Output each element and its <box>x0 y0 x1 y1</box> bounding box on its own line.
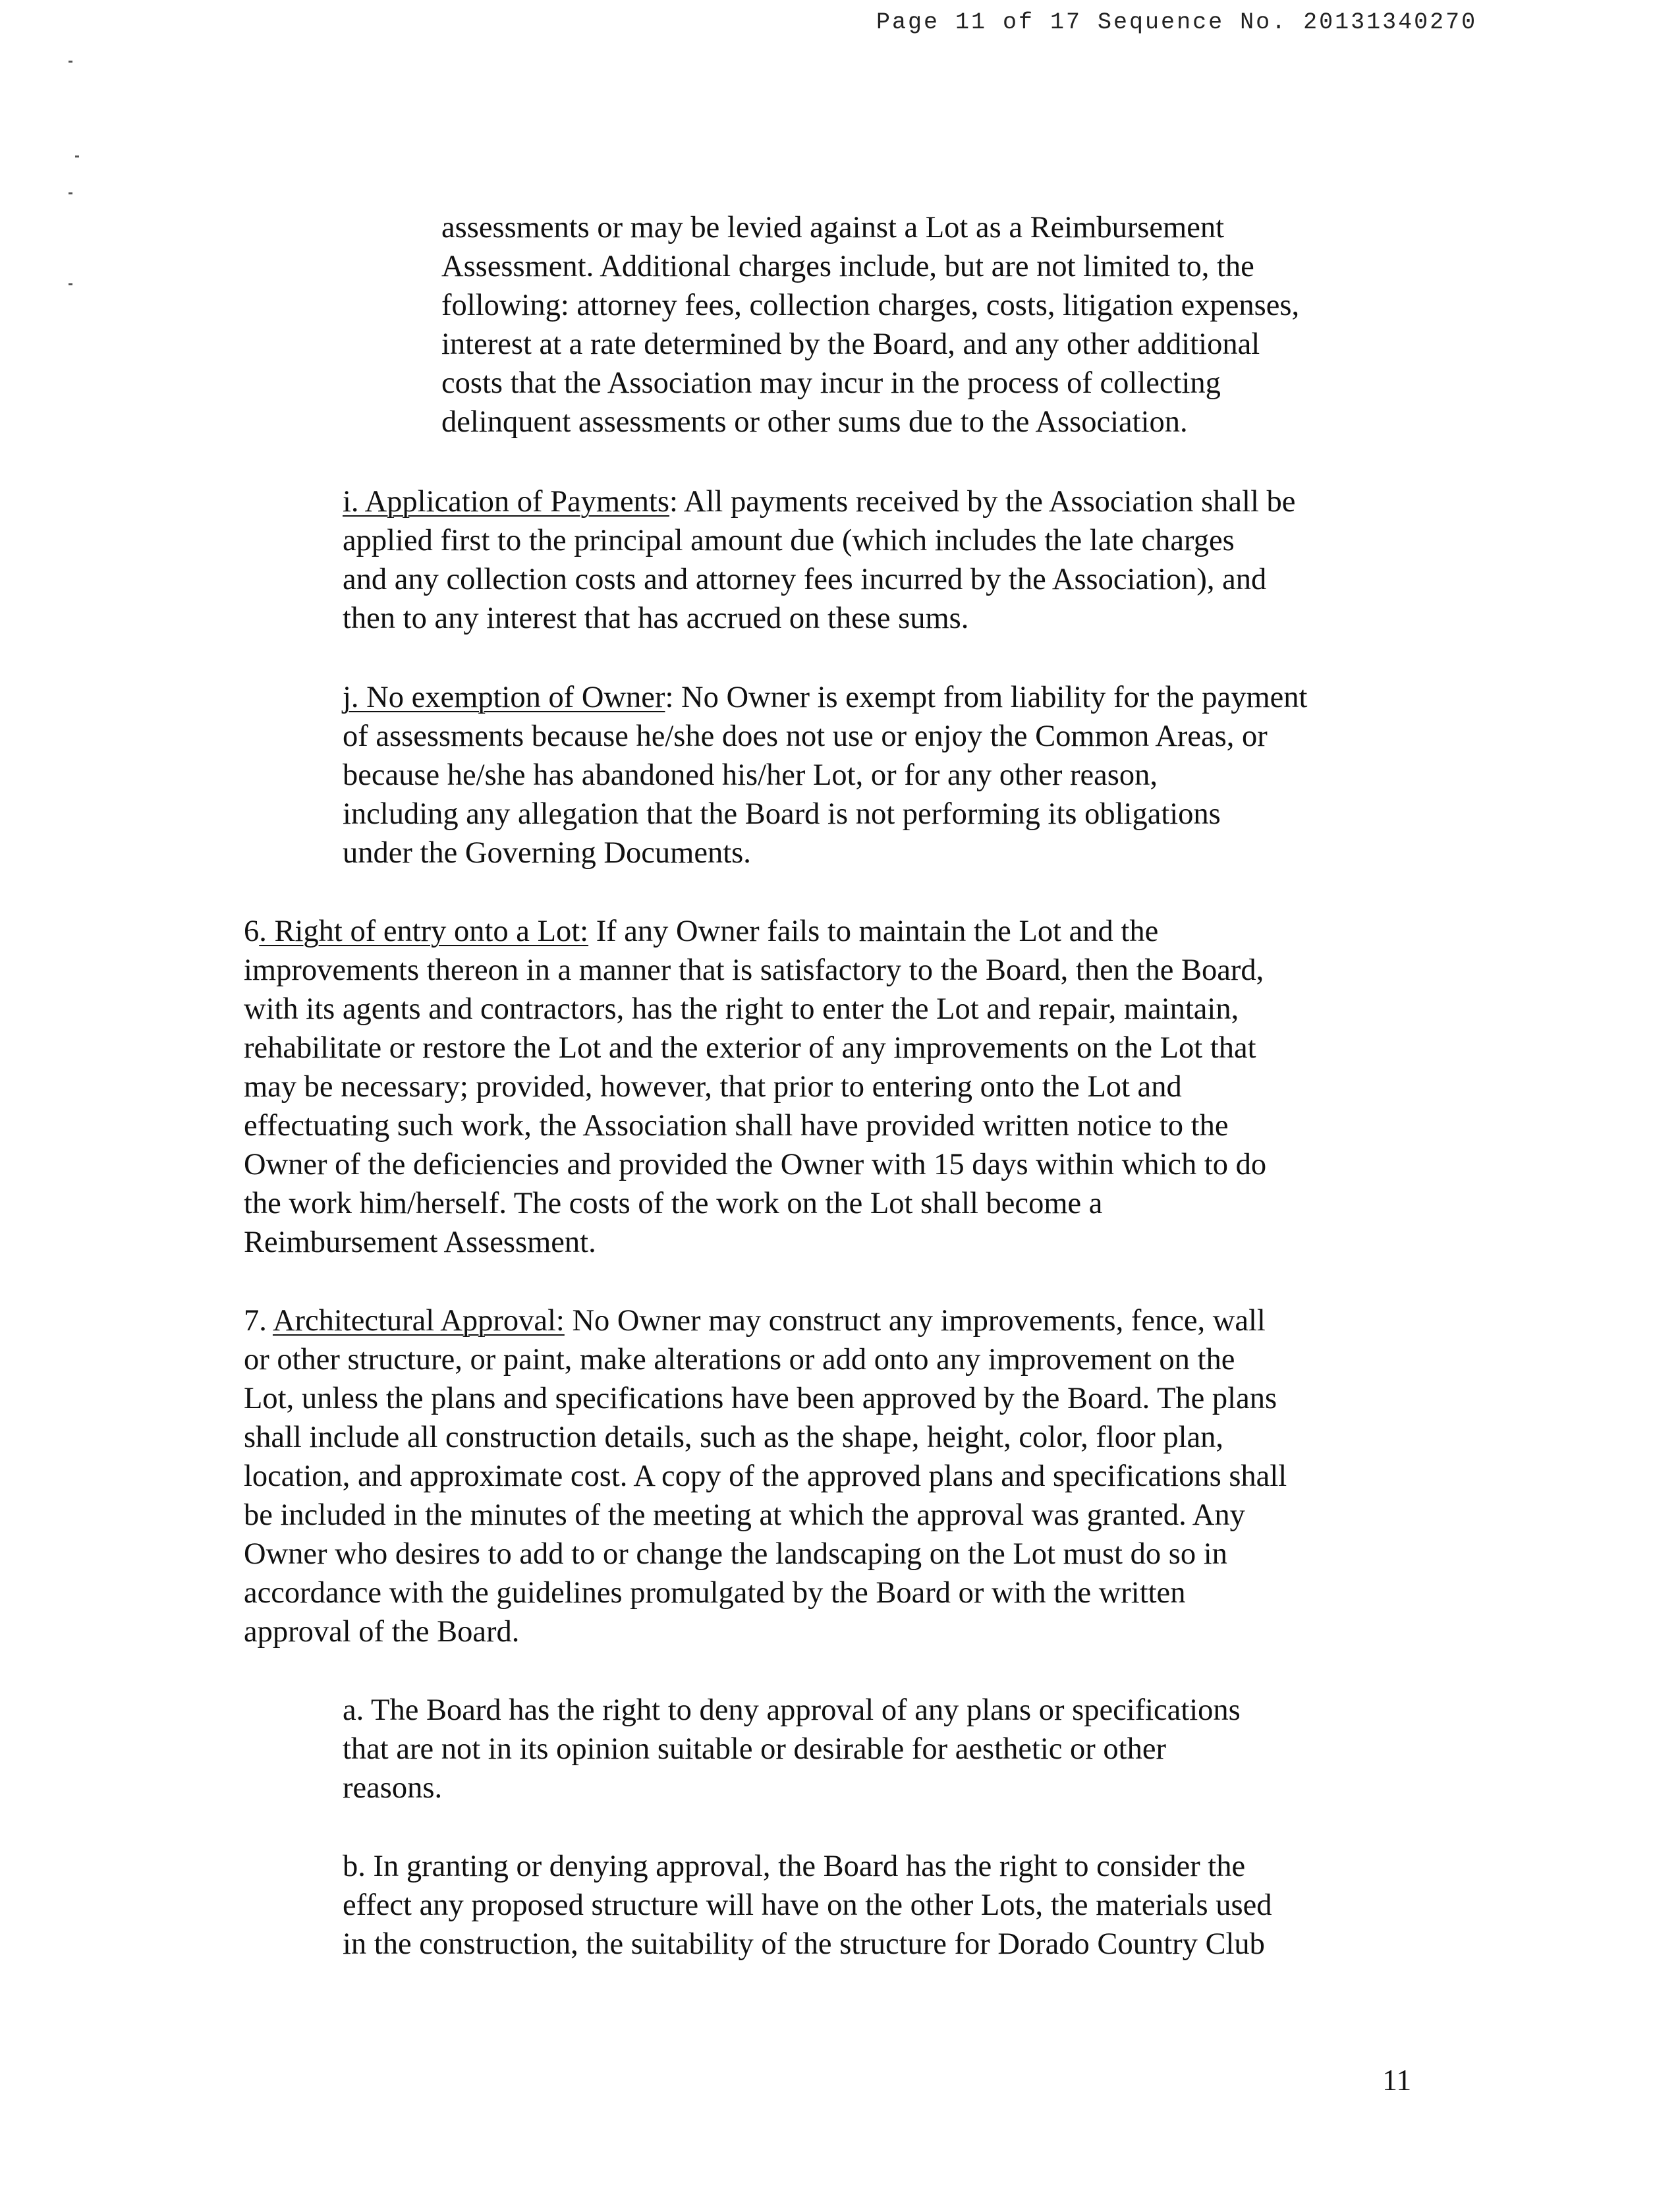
text-line: location, and approximate cost. A copy of the approved plans and specifications shall <box>244 1459 1287 1493</box>
text-line: reasons. <box>343 1771 443 1805</box>
text-line: costs that the Association may incur in the process of collecting <box>441 366 1221 400</box>
text-line <box>244 1301 1443 1340</box>
section-heading: . Right of entry onto a Lot: <box>259 915 589 948</box>
text-line: shall include all construction details, such as the shape, height, color, floor plan, <box>244 1421 1224 1454</box>
scan-mark <box>69 283 72 285</box>
text-line <box>244 912 1443 951</box>
text-line: may be necessary; provided, however, that prior to entering onto the Lot and <box>244 1070 1182 1104</box>
text-line: effectuating such work, the Association shall have provided written notice to the <box>244 1109 1229 1143</box>
text-line: b. In granting or denying approval, the Board has the right to consider the <box>343 1850 1246 1883</box>
text-line: or other structure, or paint, make alterations or add onto any improvement on the <box>244 1343 1235 1376</box>
section-heading: j. No exemption of Owner <box>343 681 665 714</box>
text-line: and any collection costs and attorney fees incurred by the Association), and <box>343 563 1267 596</box>
text-line: improvements thereon in a manner that is satisfactory to the Board, then the Board, <box>244 953 1264 987</box>
text-line: a. The Board has the right to deny approval of any plans or specifications <box>343 1693 1241 1727</box>
text-run: If any Owner fails to maintain the Lot and the <box>588 915 1159 948</box>
text-line: approval of the Board. <box>244 1615 520 1649</box>
text-line: Owner of the deficiencies and provided the Owner with 15 days within which to do <box>244 1148 1267 1181</box>
text-line: Reimbursement Assessment. <box>244 1226 596 1259</box>
text-line: accordance with the guidelines promulgated by the Board or with the written <box>244 1576 1186 1610</box>
section-number: 6 <box>244 915 260 948</box>
text-line: rehabilitate or restore the Lot and the exterior of any improvements on the Lot that <box>244 1031 1256 1065</box>
text-line: with its agents and contractors, has the right to enter the Lot and repair, maintain, <box>244 992 1239 1026</box>
text-line: in the construction, the suitability of the structure for Dorado Country Club <box>343 1927 1265 1961</box>
page-number: 11 <box>1382 2063 1412 2097</box>
text-line: then to any interest that has accrued on these sums. <box>343 602 969 635</box>
section-number: 7. <box>244 1304 273 1338</box>
text-line: effect any proposed structure will have on the other Lots, the materials used <box>343 1888 1272 1922</box>
text-line: Lot, unless the plans and specifications have been approved by the Board. The plans <box>244 1382 1277 1415</box>
text-line: interest at a rate determined by the Board, and any other additional <box>441 327 1260 361</box>
text-line <box>343 678 1463 717</box>
section-7-architectural-approval <box>244 1301 1443 1651</box>
scan-mark <box>69 61 72 63</box>
scan-mark <box>69 192 72 194</box>
text-line: that are not in its opinion suitable or desirable for aesthetic or other <box>343 1732 1166 1766</box>
section-7b <box>343 1847 1463 1964</box>
section-7a <box>343 1691 1463 1807</box>
text-line: assessments or may be levied against a Lot as a Reimbursement <box>441 211 1225 244</box>
text-line: Owner who desires to add to or change the landscaping on the Lot must do so in <box>244 1537 1227 1571</box>
text-line: the work him/herself. The costs of the work on the Lot shall become a <box>244 1187 1103 1220</box>
section-heading: i. Application of Payments <box>343 485 669 519</box>
text-line: Assessment. Additional charges include, but are not limited to, the <box>441 250 1254 283</box>
text-run: No Owner may construct any improvements, fence, wall <box>564 1304 1266 1338</box>
text-run: : All payments received by the Association shall be <box>669 485 1296 519</box>
text-line: following: attorney fees, collection charges, costs, litigation expenses, <box>441 289 1300 322</box>
text-line: of assessments because he/she does not use or enjoy the Common Areas, or <box>343 720 1268 753</box>
text-run: : No Owner is exempt from liability for the payment <box>665 681 1308 714</box>
text-line: under the Governing Documents. <box>343 836 751 870</box>
section-6-right-of-entry <box>244 912 1443 1262</box>
text-line: be included in the minutes of the meeting at which the approval was granted. Any <box>244 1498 1245 1532</box>
section-heading: Architectural Approval: <box>272 1304 565 1338</box>
text-line: because he/she has abandoned his/her Lot, or for any other reason, <box>343 758 1158 792</box>
page-sequence-header: Page 11 of 17 Sequence No. 20131340270 <box>876 9 1478 36</box>
scan-mark <box>75 156 79 157</box>
section-j-no-exemption-of-owner <box>343 678 1463 872</box>
text-line: delinquent assessments or other sums due to the Association. <box>441 405 1188 439</box>
text-line <box>343 482 1463 521</box>
section-i-application-of-payments <box>343 482 1463 638</box>
paragraph-continuation <box>441 208 1456 441</box>
text-line: applied first to the principal amount due (which includes the late charges <box>343 524 1235 557</box>
text-line: including any allegation that the Board is not performing its obligations <box>343 797 1221 831</box>
